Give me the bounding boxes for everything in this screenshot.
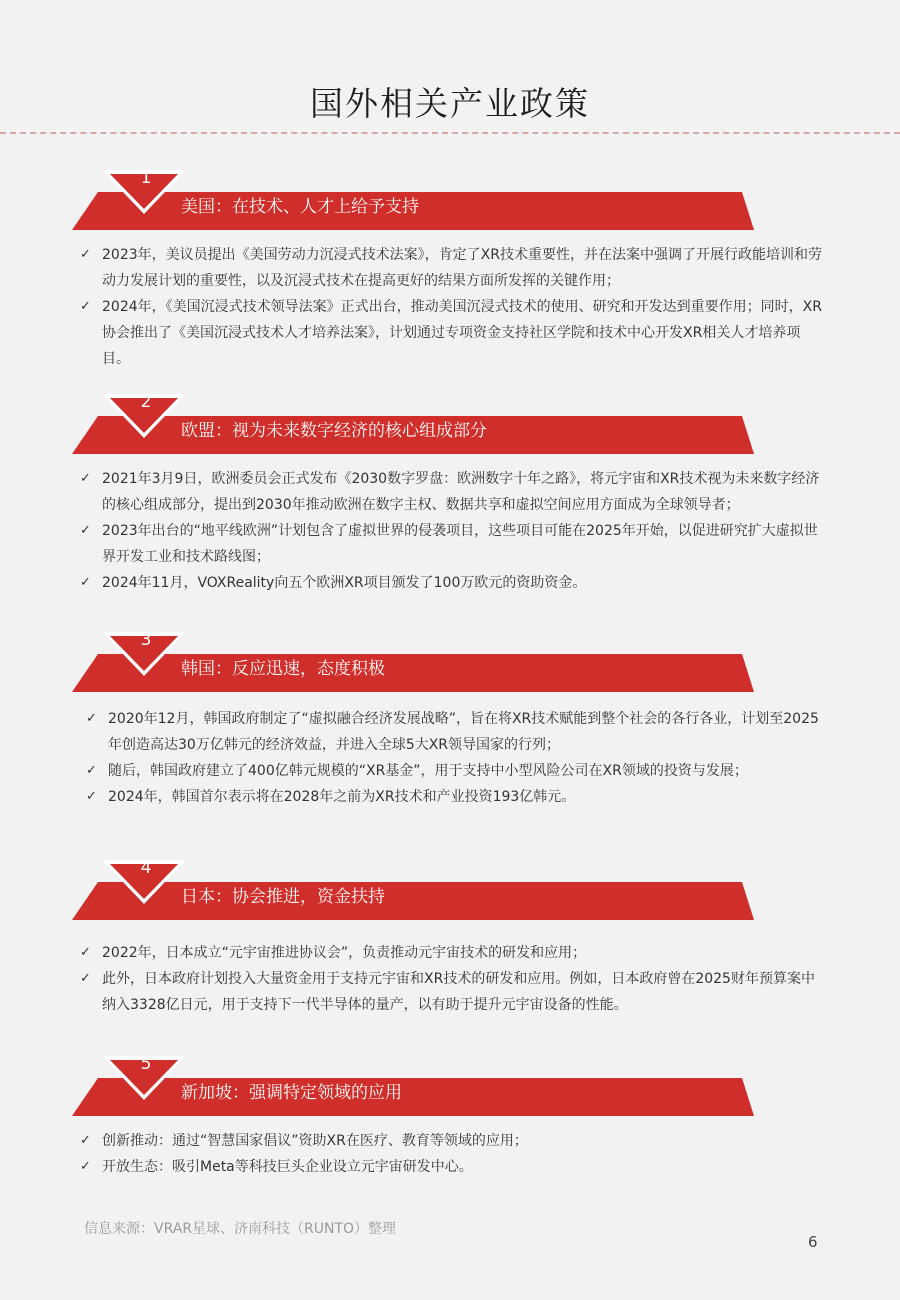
check-icon: ✓	[80, 299, 91, 314]
list-item: ✓ 2024年11月，VOXReality向五个欧洲XR项目颁发了100万欧元的资助资金。	[80, 570, 825, 596]
section-number: 1	[140, 168, 152, 188]
source-note: 信息来源：VRAR星球、济南科技（RUNTO）整理	[84, 1221, 397, 1237]
bullet-list	[80, 940, 825, 1018]
section-title: 韩国：反应迅速，态度积极	[181, 659, 385, 679]
list-item: ✓ 开放生态：吸引Meta等科技巨头企业设立元宇宙研发中心。	[80, 1154, 825, 1180]
section-title: 欧盟：视为未来数字经济的核心组成部分	[181, 421, 487, 441]
section-title: 日本：协会推进，资金扶持	[181, 887, 385, 907]
check-icon: ✓	[80, 971, 91, 986]
section-title: 美国：在技术、人才上给予支持	[181, 197, 419, 217]
check-icon: ✓	[86, 789, 97, 804]
list-item: ✓ 创新推动：通过“智慧国家倡议”资助XR在医疗、教育等领域的应用；	[80, 1128, 825, 1154]
list-item: ✓ 2024年，《美国沉浸式技术领导法案》正式出台，推动美国沉浸式技术的使用、研究和开发达到重要作用；同时，XR协会推出了《美国沉浸式技术人才培养法案》，计划通过专项资金支持社区学院和技术中心开发XR相关人才培养项目。	[80, 294, 825, 372]
banner-bar	[72, 654, 754, 692]
page-number: 6	[808, 1233, 818, 1251]
section-number: 3	[140, 630, 152, 650]
section-banner	[0, 622, 900, 702]
check-icon: ✓	[86, 763, 97, 778]
title-divider	[0, 132, 900, 134]
bullet-list	[86, 706, 831, 810]
check-icon: ✓	[80, 575, 91, 590]
check-icon: ✓	[80, 247, 91, 262]
list-item: ✓ 2020年12月，韩国政府制定了“虚拟融合经济发展战略”，旨在将XR技术赋能到整个社会的各行各业，计划至2025年创造高达30万亿韩元的经济效益，并进入全球5大XR领导国家的行列；	[86, 706, 831, 758]
check-icon: ✓	[80, 945, 91, 960]
list-item: ✓ 2023年出台的“地平线欧洲”计划包含了虚拟世界的侵袭项目，这些项目可能在2025年开始，以促进研究扩大虚拟世界开发工业和技术路线图；	[80, 518, 825, 570]
check-icon: ✓	[80, 1133, 91, 1148]
bullet-list	[80, 1128, 825, 1180]
banner-bar	[72, 882, 754, 920]
list-item: ✓ 2021年3月9日，欧洲委员会正式发布《2030数字罗盘：欧洲数字十年之路》，将元宇宙和XR技术视为未来数字经济的核心组成部分，提出到2030年推动欧洲在数字主权、数据共享和虚拟空间应用方面成为全球领导者；	[80, 466, 825, 518]
check-icon: ✓	[80, 471, 91, 486]
list-item: ✓ 2023年，美议员提出《美国劳动力沉浸式技术法案》，肯定了XR技术重要性，并在法案中强调了开展行政能培训和劳动力发展计划的重要性，以及沉浸式技术在提高更好的结果方面所发挥的关键作用；	[80, 242, 825, 294]
section-number: 4	[140, 858, 152, 878]
section-banner	[0, 160, 900, 240]
section-title: 新加坡：强调特定领域的应用	[181, 1083, 402, 1103]
bullet-list	[80, 242, 825, 372]
section-banner	[0, 850, 900, 930]
section-number: 5	[140, 1054, 152, 1074]
section-banner	[0, 384, 900, 464]
list-item: ✓ 2022年，日本成立“元宇宙推进协议会”，负责推动元宇宙技术的研发和应用；	[80, 940, 825, 966]
list-item: ✓ 2024年，韩国首尔表示将在2028年之前为XR技术和产业投资193亿韩元。	[86, 784, 831, 810]
page-title: 国外相关产业政策	[310, 84, 590, 123]
list-item: ✓ 随后，韩国政府建立了400亿韩元规模的“XR基金”，用于支持中小型风险公司在XR领域的投资与发展；	[86, 758, 831, 784]
banner-bar	[72, 1078, 754, 1116]
section-number: 2	[140, 392, 152, 412]
check-icon: ✓	[80, 523, 91, 538]
bullet-list	[80, 466, 825, 596]
section-banner	[0, 1046, 900, 1126]
list-item: ✓ 此外，日本政府计划投入大量资金用于支持元宇宙和XR技术的研发和应用。例如，日本政府曾在2025财年预算案中纳入3328亿日元，用于支持下一代半导体的量产，以有助于提升元宇宙设备的性能。	[80, 966, 825, 1018]
check-icon: ✓	[80, 1159, 91, 1174]
check-icon: ✓	[86, 711, 97, 726]
